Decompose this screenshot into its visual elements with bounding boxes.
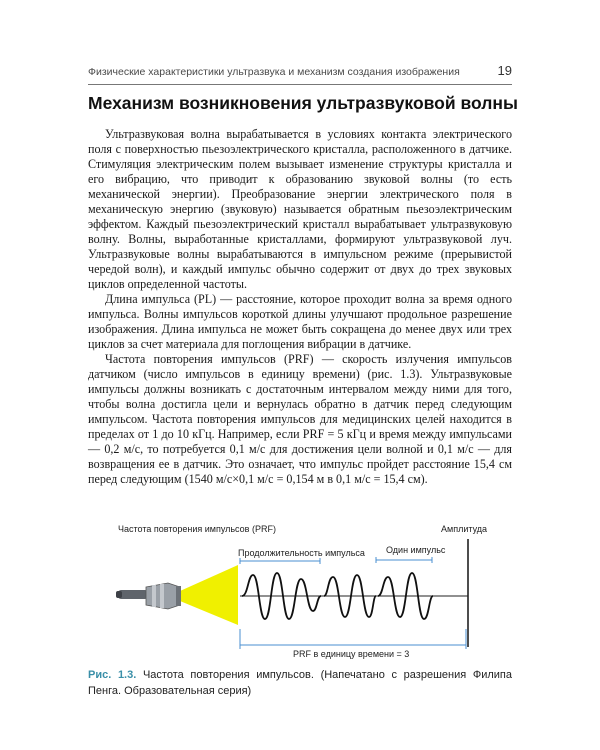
pulse-duration-bracket bbox=[240, 558, 320, 564]
paragraph: Частота повторения импульсов (PRF) — скорость излучения импульсов датчиком (число импульсов в единицу времени) (рис. 1.3). Ультразвуковые импульсы должны возникать с достаточным интервалом между ними для того, чтобы волна достигла цели и вернулась обратно в датчик перед следующим импульсом. Частота повторения импульсов для медицинских целей находится в пределах от 1 до 10 кГц. Например, если PRF = 5 кГц и время между импульсами — 0,2 м/с, то потребуется 0,1 м/с для достижения цели волной и 0,1 м/с — для возвращения ее в датчик. Это означает, что импульс пройдет расстояние 15,4 см перед следующим (1540 м/с×0,1 м/с = 0,154 м в 0,1 м/с = 15,4 см). bbox=[88, 352, 512, 486]
paragraph: Ультразвуковая волна вырабатывается в условиях контакта электрического поля с поверхностью пьезоэлектрического кристалла, расположенного в датчике. Стимуляция электрическим полем вызывает изменение структуры кристалла и его вибрацию, что приводит к образованию звуковой волны (то есть механической энергии). Преобразование энергии электрического поля в механическую энергию (звуковую) называется обратным пьезоэлектрическим эффектом. Каждый пьезоэлектрический кристалл вырабатывает ультразвуковую волну. Волны, выработанные кристаллами, формируют ультразвуковой луч. Ультразвуковые волны вырабатываются в импульсном режиме (прерывистой чередой волн), и каждый импульс обычно содержит от двух до трех звуковых циклов определенной частоты. bbox=[88, 127, 512, 291]
section-title: Механизм возникновения ультразвуковой волны bbox=[88, 93, 518, 113]
prf-unit-label: PRF в единицу времени = 3 bbox=[293, 649, 410, 659]
body-text bbox=[88, 127, 512, 487]
one-pulse-bracket bbox=[376, 557, 432, 563]
running-head: Физические характеристики ультразвука и механизм создания изображения bbox=[88, 66, 460, 78]
one-pulse-label: Один импульс bbox=[386, 545, 446, 555]
header-rule bbox=[88, 84, 512, 85]
amplitude-label: Амплитуда bbox=[441, 524, 488, 534]
pulse-duration-label: Продолжительность импульса bbox=[238, 548, 365, 558]
ultrasound-beam bbox=[180, 565, 238, 625]
caption-label: Рис. 1.3. bbox=[88, 669, 137, 681]
figure-caption bbox=[88, 667, 512, 699]
prf-figure bbox=[88, 517, 508, 662]
paragraph: Длина импульса (PL) — расстояние, которое проходит волна за время одного импульса. Волны импульсов короткой длины улучшают продольное разрешение изображения. Длина импульса не может быть сокращена до менее двух или трех циклов за счет материала для поглощения вибрации в датчике. bbox=[88, 292, 512, 351]
transducer-probe-icon bbox=[116, 583, 181, 609]
page-number: 19 bbox=[497, 63, 512, 78]
prf-label: Частота повторения импульсов (PRF) bbox=[118, 524, 276, 534]
caption-text: Частота повторения импульсов. (Напечатано с разрешения Филипа Пенга. Образовательная серия) bbox=[88, 669, 512, 697]
prf-bracket bbox=[240, 629, 466, 649]
